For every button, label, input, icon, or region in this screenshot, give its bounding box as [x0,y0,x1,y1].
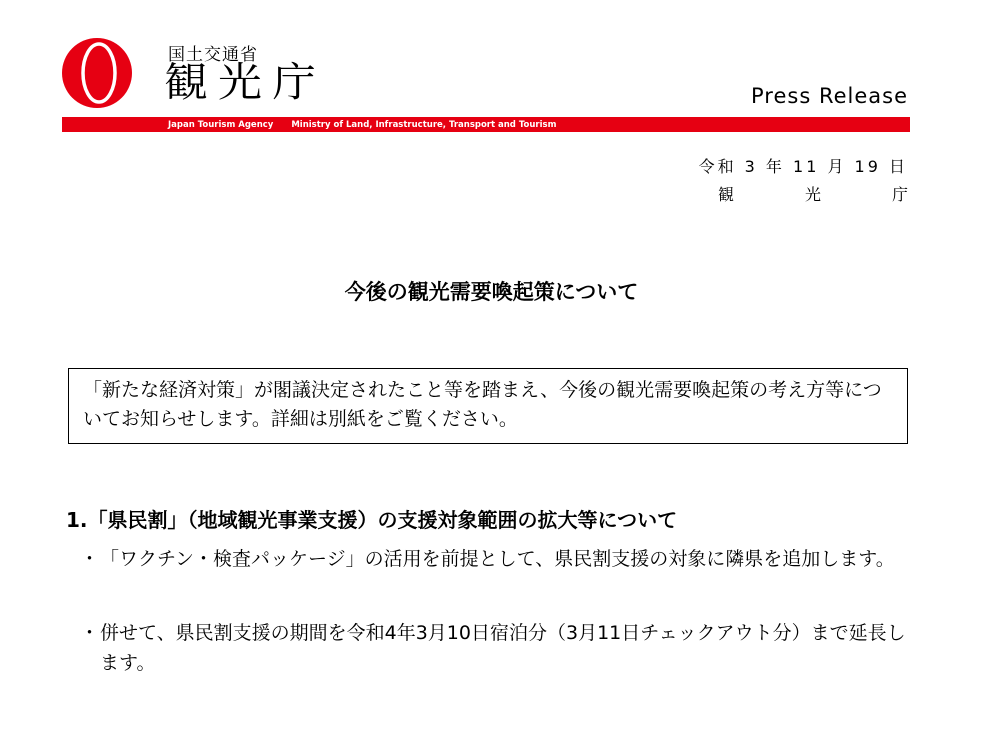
list-item [80,544,910,574]
press-release-label: Press Release [751,84,908,108]
ministry-name: 国土交通省 [168,45,258,65]
list-item [80,618,910,678]
issue-date: 令和 3 年 11 月 19 日 [698,157,908,176]
issuer-char: 光 [804,185,821,204]
issuer-name [718,181,908,209]
bullet-text: 「ワクチン・検査パッケージ」の活用を前提として、県民割支援の対象に隣県を追加します。 [100,548,895,570]
agency-name-en: Japan Tourism Agency [168,119,274,130]
agency-logo-icon [62,38,132,108]
date-issuer-block [699,153,908,209]
issuer-char: 観 [718,185,735,204]
issuer-char: 庁 [891,185,908,204]
bullet-text: 併せて、県民割支援の期間を令和4年3月10日宿泊分（3月11日チェックアウト分）まで延長します。 [100,622,906,674]
bullet-mark: ・ [80,548,100,570]
ministry-name-en: Ministry of Land, Infrastructure, Transport and Tourism [291,119,557,130]
header-red-bar [62,117,910,132]
agency-name: 観光庁 [164,59,326,106]
section-heading: 1.「県民割」（地域観光事業支援）の支援対象範囲の拡大等について [66,508,678,532]
document-title: 今後の観光需要喚起策について [344,280,639,304]
summary-box [68,368,908,444]
summary-text: 「新たな経済対策」が閣議決定されたこと等を踏まえ、今後の観光需要喚起策の考え方等についてお知らせします。詳細は別紙をご覧ください。 [83,379,882,430]
bullet-mark: ・ [80,622,100,644]
